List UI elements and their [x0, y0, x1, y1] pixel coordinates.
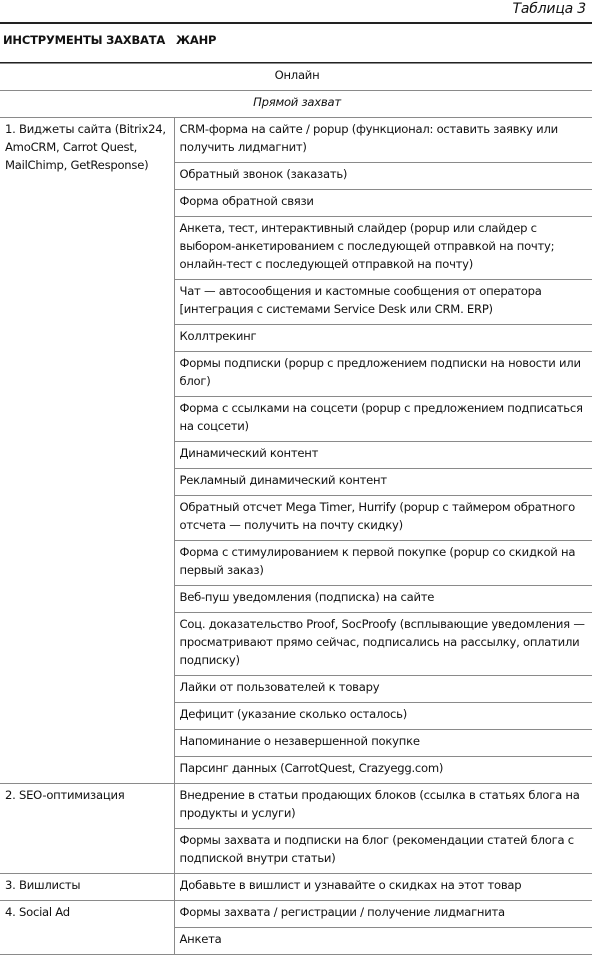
genre-cell: Динамический контент [174, 442, 592, 469]
genre-cell: Форма с стимулированием к первой покупке (popup со скидкой на первый заказ) [174, 541, 592, 586]
section-direct-capture: Прямой захват [0, 91, 592, 118]
genre-cell: Дефицит (указание сколько осталось) [174, 703, 592, 730]
section-online: Онлайн [0, 64, 592, 91]
table-row [0, 901, 592, 928]
genre-cell: Анкета, тест, интерактивный слайдер (popup или слайдер с выбором-анкетированием с последующей отправкой на почту; онлайн-тест с последующей отправкой на почту) [174, 217, 592, 280]
tool-cell: 2. SEO-оптимизация [0, 784, 174, 874]
tool-cell: 1. Виджеты сайта (Bitrix24, AmoCRM, Carrot Quest, MailChimp, GetResponse) [0, 118, 174, 784]
genre-cell: Обратный отсчет Mega Timer, Hurrify (popup с таймером обратного отсчета — получить на почту скидку) [174, 496, 592, 541]
table-caption: Таблица 3 [512, 1, 586, 17]
genre-cell: Формы захвата и подписки на блог (рекомендации статей блога с подпиской внутри статьи) [174, 829, 592, 874]
section-row-online [0, 64, 592, 91]
genre-cell: Парсинг данных (CarrotQuest, Crazyegg.com) [174, 757, 592, 784]
genre-cell: Добавьте в вишлист и узнавайте о скидках на этот товар [174, 874, 592, 901]
tool-cell: 4. Social Ad [0, 901, 174, 955]
genre-cell: Коллтрекинг [174, 325, 592, 352]
genre-cell: Чат — автосообщения и кастомные сообщения от оператора [интеграция с системами Service Desk или CRM. ERP) [174, 280, 592, 325]
genre-cell: Форма обратной связи [174, 190, 592, 217]
genre-cell: Формы подписки (popup с предложением подписки на новости или блог) [174, 352, 592, 397]
genre-cell: Рекламный динамический контент [174, 469, 592, 496]
genre-cell: Веб-пуш уведомления (подписка) на сайте [174, 586, 592, 613]
table-row [0, 784, 592, 829]
header-genre: ЖАНР [176, 33, 217, 47]
table-row [0, 118, 592, 163]
section-row-direct [0, 91, 592, 118]
capture-tools-table [0, 63, 592, 955]
genre-cell: Формы захвата / регистрации / получение лидмагнита [174, 901, 592, 928]
genre-cell: Анкета [174, 928, 592, 955]
genre-cell: Напоминание о незавершенной покупке [174, 730, 592, 757]
table-header [0, 24, 592, 62]
genre-cell: Лайки от пользователей к товару [174, 676, 592, 703]
genre-cell: Форма с ссылками на соцсети (popup с предложением подписаться на соцсети) [174, 397, 592, 442]
genre-cell: Соц. доказательство Proof, SocProofy (всплывающие уведомления — просматривают прямо сейчас, подписались на рассылку, оплатили подписку) [174, 613, 592, 676]
table-row [0, 874, 592, 901]
genre-cell: Обратный звонок (заказать) [174, 163, 592, 190]
header-tools: ИНСТРУМЕНТЫ ЗАХВАТА [3, 33, 166, 47]
genre-cell: CRM-форма на сайте / popup (функционал: оставить заявку или получить лидмагнит) [174, 118, 592, 163]
tool-cell: 3. Вишлисты [0, 874, 174, 901]
genre-cell: Внедрение в статьи продающих блоков (ссылка в статьях блога на продукты и услуги) [174, 784, 592, 829]
